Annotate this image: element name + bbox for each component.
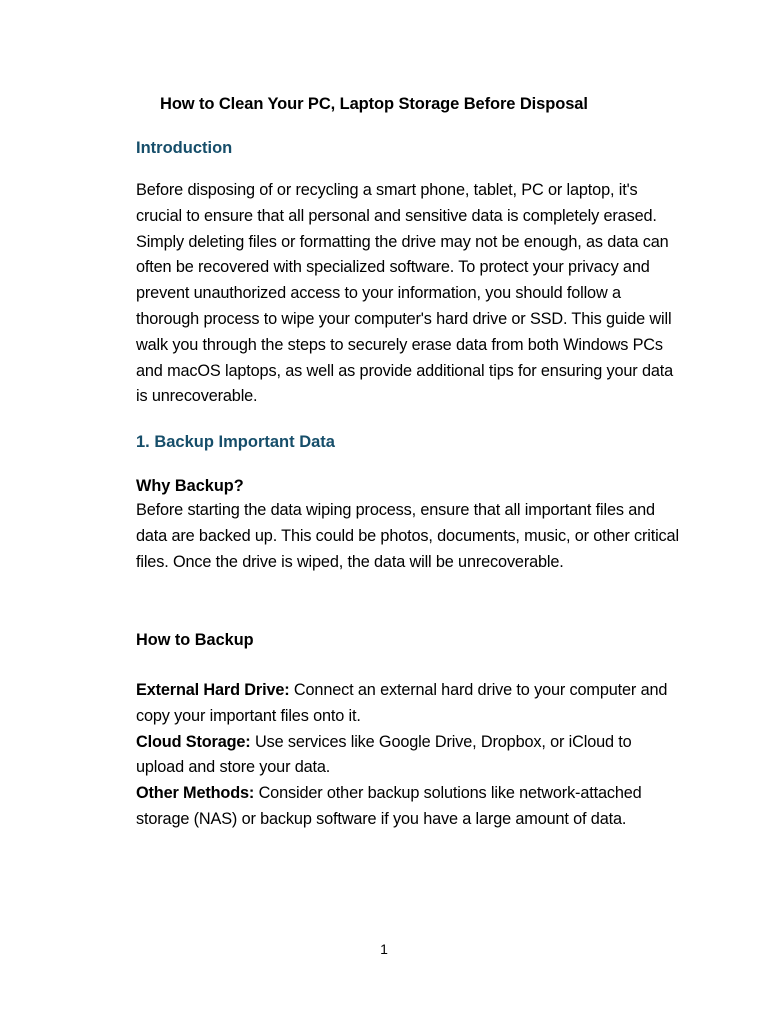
page-number: 1 [380,941,388,957]
backup-method-text: Connect an external hard drive to your computer and copy your important files onto it. [136,681,668,725]
introduction-heading: Introduction [136,139,233,157]
backup-method-external-drive [136,678,681,730]
backup-method-label: Other Methods: [136,784,255,803]
why-backup-paragraph: Before starting the data wiping process, ensure that all important files and data are backed up. This could be photos, documents, music, or other critical files. Once the drive is wiped, the data will be unrecoverable. [136,501,679,571]
why-backup-heading: Why Backup? [136,477,244,495]
document-title: How to Clean Your PC, Laptop Storage Before Disposal [160,95,588,113]
backup-method-cloud-storage [136,730,681,782]
backup-methods-list [136,678,681,833]
backup-method-text: Use services like Google Drive, Dropbox, or iCloud to upload and store your data. [136,732,632,777]
backup-method-text: Consider other backup solutions like network-attached storage (NAS) or backup software if you have a large amount of data. [136,784,642,828]
backup-method-label: External Hard Drive: [136,681,290,699]
introduction-paragraph: Before disposing of or recycling a smart phone, tablet, PC or laptop, it's crucial to ensure that all personal and sensitive data is completely erased. Simply deleting files or formatting the drive may not be enough, as data can often be recovered with specialized software. To protect your privacy and prevent unauthorized access to your information, you should follow a thorough process to wipe your computer's hard drive or SSD. This guide will walk you through the steps to securely erase data from both Windows PCs and macOS laptops, as well as provide additional tips for ensuring your data is unrecoverable. [136,181,674,406]
backup-method-other [136,781,681,833]
backup-method-label: Cloud Storage: [136,732,251,751]
section-backup-heading: 1. Backup Important Data [136,433,335,451]
how-to-backup-heading: How to Backup [136,631,254,649]
